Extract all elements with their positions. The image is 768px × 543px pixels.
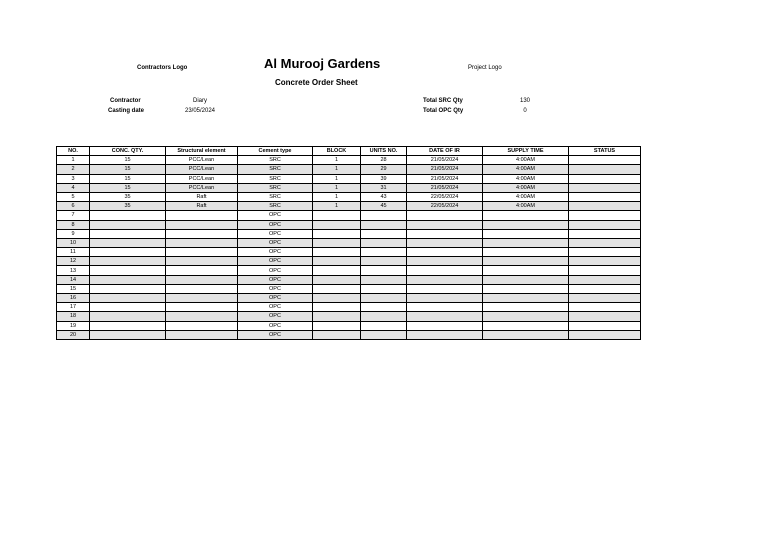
cell-structural-element[interactable] bbox=[166, 321, 238, 330]
cell-block[interactable] bbox=[313, 211, 361, 220]
cell-cement-type[interactable]: SRC bbox=[238, 174, 313, 183]
cell-no[interactable]: 16 bbox=[57, 294, 90, 303]
cell-cement-type[interactable]: OPC bbox=[238, 248, 313, 257]
cell-status[interactable] bbox=[569, 275, 641, 284]
table-row bbox=[57, 156, 641, 165]
cell-structural-element[interactable] bbox=[166, 238, 238, 247]
cell-supply-time[interactable] bbox=[483, 294, 569, 303]
cell-cement-type[interactable]: OPC bbox=[238, 284, 313, 293]
cell-block[interactable] bbox=[313, 321, 361, 330]
cell-conc-qty[interactable]: 15 bbox=[90, 183, 166, 192]
cell-structural-element[interactable] bbox=[166, 330, 238, 339]
cell-status[interactable] bbox=[569, 238, 641, 247]
cell-no[interactable]: 4 bbox=[57, 183, 90, 192]
cell-status[interactable] bbox=[569, 312, 641, 321]
cell-no[interactable]: 9 bbox=[57, 229, 90, 238]
cell-status[interactable] bbox=[569, 321, 641, 330]
cell-structural-element[interactable]: PCC/Lean bbox=[166, 174, 238, 183]
table-row bbox=[57, 238, 641, 247]
cell-supply-time[interactable] bbox=[483, 248, 569, 257]
cell-date-of-ir[interactable]: 21/05/2024 bbox=[407, 183, 483, 192]
cell-status[interactable] bbox=[569, 202, 641, 211]
cell-structural-element[interactable] bbox=[166, 248, 238, 257]
cell-conc-qty[interactable]: 15 bbox=[90, 174, 166, 183]
cell-block[interactable] bbox=[313, 248, 361, 257]
cell-conc-qty[interactable] bbox=[90, 294, 166, 303]
cell-status[interactable] bbox=[569, 284, 641, 293]
cell-structural-element[interactable] bbox=[166, 266, 238, 275]
cell-cement-type[interactable]: OPC bbox=[238, 220, 313, 229]
cell-date-of-ir[interactable] bbox=[407, 248, 483, 257]
table-header-row bbox=[57, 147, 641, 156]
cell-date-of-ir[interactable] bbox=[407, 284, 483, 293]
page-subtitle: Concrete Order Sheet bbox=[275, 78, 358, 87]
cell-cement-type[interactable]: SRC bbox=[238, 183, 313, 192]
cell-units-no[interactable] bbox=[361, 238, 407, 247]
cell-units-no[interactable] bbox=[361, 303, 407, 312]
cell-date-of-ir[interactable] bbox=[407, 257, 483, 266]
cell-no[interactable]: 8 bbox=[57, 220, 90, 229]
cell-block[interactable] bbox=[313, 229, 361, 238]
cell-block[interactable] bbox=[313, 330, 361, 339]
cell-supply-time[interactable]: 4:00AM bbox=[483, 202, 569, 211]
cell-supply-time[interactable] bbox=[483, 257, 569, 266]
cell-structural-element[interactable] bbox=[166, 312, 238, 321]
cell-block[interactable] bbox=[313, 266, 361, 275]
cell-cement-type[interactable]: OPC bbox=[238, 321, 313, 330]
cell-supply-time[interactable]: 4:00AM bbox=[483, 183, 569, 192]
cell-block[interactable]: 1 bbox=[313, 192, 361, 201]
cell-block[interactable] bbox=[313, 294, 361, 303]
cell-date-of-ir[interactable] bbox=[407, 294, 483, 303]
table-row bbox=[57, 312, 641, 321]
cell-no[interactable]: 13 bbox=[57, 266, 90, 275]
table-row bbox=[57, 192, 641, 201]
cell-cement-type[interactable]: OPC bbox=[238, 238, 313, 247]
table-row bbox=[57, 294, 641, 303]
cell-no[interactable]: 3 bbox=[57, 174, 90, 183]
cell-status[interactable] bbox=[569, 165, 641, 174]
cell-conc-qty[interactable] bbox=[90, 312, 166, 321]
cell-no[interactable]: 17 bbox=[57, 303, 90, 312]
cell-conc-qty[interactable] bbox=[90, 238, 166, 247]
table-row bbox=[57, 211, 641, 220]
cell-date-of-ir[interactable] bbox=[407, 220, 483, 229]
table-row bbox=[57, 174, 641, 183]
cell-structural-element[interactable] bbox=[166, 229, 238, 238]
cell-supply-time[interactable] bbox=[483, 321, 569, 330]
cell-conc-qty[interactable] bbox=[90, 229, 166, 238]
cell-status[interactable] bbox=[569, 257, 641, 266]
cell-status[interactable] bbox=[569, 248, 641, 257]
cell-structural-element[interactable] bbox=[166, 303, 238, 312]
cell-supply-time[interactable] bbox=[483, 303, 569, 312]
cell-no[interactable]: 18 bbox=[57, 312, 90, 321]
cell-units-no[interactable]: 29 bbox=[361, 165, 407, 174]
cell-conc-qty[interactable]: 35 bbox=[90, 192, 166, 201]
cell-supply-time[interactable]: 4:00AM bbox=[483, 174, 569, 183]
cell-structural-element[interactable]: PCC/Lean bbox=[166, 156, 238, 165]
cell-no[interactable]: 1 bbox=[57, 156, 90, 165]
casting-date-value: 23/05/2024 bbox=[184, 108, 216, 114]
cell-status[interactable] bbox=[569, 192, 641, 201]
cell-block[interactable] bbox=[313, 303, 361, 312]
cell-units-no[interactable] bbox=[361, 312, 407, 321]
cell-conc-qty[interactable] bbox=[90, 284, 166, 293]
cell-no[interactable]: 10 bbox=[57, 238, 90, 247]
col-header-block: BLOCK bbox=[313, 147, 361, 156]
cell-units-no[interactable]: 43 bbox=[361, 192, 407, 201]
cell-block[interactable] bbox=[313, 257, 361, 266]
cell-conc-qty[interactable] bbox=[90, 330, 166, 339]
total-opc-value: 0 bbox=[523, 108, 527, 114]
table-row bbox=[57, 220, 641, 229]
cell-cement-type[interactable]: OPC bbox=[238, 211, 313, 220]
col-header-supply-time: SUPPLY TIME bbox=[483, 147, 569, 156]
cell-cement-type[interactable]: OPC bbox=[238, 229, 313, 238]
cell-no[interactable]: 11 bbox=[57, 248, 90, 257]
cell-cement-type[interactable]: SRC bbox=[238, 156, 313, 165]
cell-status[interactable] bbox=[569, 229, 641, 238]
cell-supply-time[interactable] bbox=[483, 275, 569, 284]
cell-date-of-ir[interactable] bbox=[407, 229, 483, 238]
cell-date-of-ir[interactable] bbox=[407, 238, 483, 247]
cell-supply-time[interactable]: 4:00AM bbox=[483, 165, 569, 174]
contractor-logo-placeholder: Contractors Logo bbox=[137, 65, 188, 71]
cell-block[interactable] bbox=[313, 284, 361, 293]
cell-conc-qty[interactable] bbox=[90, 220, 166, 229]
cell-no[interactable]: 20 bbox=[57, 330, 90, 339]
cell-structural-element[interactable]: Raft bbox=[166, 202, 238, 211]
cell-block[interactable]: 1 bbox=[313, 183, 361, 192]
cell-conc-qty[interactable] bbox=[90, 248, 166, 257]
cell-units-no[interactable] bbox=[361, 220, 407, 229]
cell-date-of-ir[interactable] bbox=[407, 312, 483, 321]
cell-block[interactable] bbox=[313, 275, 361, 284]
cell-conc-qty[interactable]: 15 bbox=[90, 156, 166, 165]
cell-block[interactable] bbox=[313, 238, 361, 247]
cell-date-of-ir[interactable]: 22/05/2024 bbox=[407, 202, 483, 211]
cell-no[interactable]: 15 bbox=[57, 284, 90, 293]
table-row bbox=[57, 257, 641, 266]
cell-cement-type[interactable]: OPC bbox=[238, 312, 313, 321]
cell-supply-time[interactable] bbox=[483, 312, 569, 321]
cell-supply-time[interactable] bbox=[483, 284, 569, 293]
cell-cement-type[interactable]: OPC bbox=[238, 266, 313, 275]
cell-conc-qty[interactable] bbox=[90, 303, 166, 312]
cell-units-no[interactable]: 31 bbox=[361, 183, 407, 192]
cell-cement-type[interactable]: OPC bbox=[238, 294, 313, 303]
cell-no[interactable]: 14 bbox=[57, 275, 90, 284]
cell-status[interactable] bbox=[569, 294, 641, 303]
cell-supply-time[interactable]: 4:00AM bbox=[483, 156, 569, 165]
contractor-value: Diary bbox=[192, 98, 207, 104]
cell-block[interactable] bbox=[313, 312, 361, 321]
cell-no[interactable]: 6 bbox=[57, 202, 90, 211]
cell-cement-type[interactable]: OPC bbox=[238, 257, 313, 266]
table-row bbox=[57, 248, 641, 257]
cell-conc-qty[interactable] bbox=[90, 257, 166, 266]
cell-units-no[interactable] bbox=[361, 321, 407, 330]
table-row bbox=[57, 275, 641, 284]
cell-no[interactable]: 12 bbox=[57, 257, 90, 266]
cell-status[interactable] bbox=[569, 174, 641, 183]
cell-structural-element[interactable]: Raft bbox=[166, 192, 238, 201]
cell-units-no[interactable] bbox=[361, 330, 407, 339]
cell-status[interactable] bbox=[569, 183, 641, 192]
cell-cement-type[interactable]: SRC bbox=[238, 202, 313, 211]
cell-units-no[interactable] bbox=[361, 257, 407, 266]
cell-date-of-ir[interactable] bbox=[407, 266, 483, 275]
cell-date-of-ir[interactable] bbox=[407, 275, 483, 284]
contractor-label: Contractor bbox=[110, 98, 141, 104]
cell-date-of-ir[interactable]: 21/05/2024 bbox=[407, 165, 483, 174]
cell-block[interactable]: 1 bbox=[313, 165, 361, 174]
total-src-value: 130 bbox=[519, 98, 530, 104]
cell-conc-qty[interactable] bbox=[90, 266, 166, 275]
table-row bbox=[57, 303, 641, 312]
cell-units-no[interactable] bbox=[361, 266, 407, 275]
col-header-units-no: UNITS NO. bbox=[361, 147, 407, 156]
cell-units-no[interactable]: 45 bbox=[361, 202, 407, 211]
cell-units-no[interactable]: 39 bbox=[361, 174, 407, 183]
col-header-conc-qty: CONC. QTY. bbox=[90, 147, 166, 156]
cell-supply-time[interactable] bbox=[483, 229, 569, 238]
total-src-label: Total SRC Qty bbox=[423, 98, 463, 104]
table-row bbox=[57, 284, 641, 293]
cell-structural-element[interactable] bbox=[166, 257, 238, 266]
cell-supply-time[interactable] bbox=[483, 220, 569, 229]
page-title: Al Murooj Gardens bbox=[264, 56, 381, 71]
cell-date-of-ir[interactable]: 21/05/2024 bbox=[407, 174, 483, 183]
cell-supply-time[interactable]: 4:00AM bbox=[483, 192, 569, 201]
cell-structural-element[interactable]: PCC/Lean bbox=[166, 183, 238, 192]
cell-structural-element[interactable] bbox=[166, 211, 238, 220]
cell-status[interactable] bbox=[569, 156, 641, 165]
cell-cement-type[interactable]: OPC bbox=[238, 275, 313, 284]
cell-date-of-ir[interactable] bbox=[407, 330, 483, 339]
cell-units-no[interactable] bbox=[361, 211, 407, 220]
cell-status[interactable] bbox=[569, 266, 641, 275]
cell-status[interactable] bbox=[569, 330, 641, 339]
cell-structural-element[interactable] bbox=[166, 294, 238, 303]
cell-status[interactable] bbox=[569, 220, 641, 229]
cell-cement-type[interactable]: SRC bbox=[238, 192, 313, 201]
cell-cement-type[interactable]: SRC bbox=[238, 165, 313, 174]
table-row bbox=[57, 165, 641, 174]
project-logo-placeholder: Project Logo bbox=[468, 65, 502, 71]
cell-conc-qty[interactable]: 35 bbox=[90, 202, 166, 211]
table-row bbox=[57, 229, 641, 238]
col-header-no: NO. bbox=[57, 147, 90, 156]
cell-supply-time[interactable] bbox=[483, 238, 569, 247]
table-row bbox=[57, 321, 641, 330]
table-row bbox=[57, 202, 641, 211]
cell-conc-qty[interactable]: 15 bbox=[90, 165, 166, 174]
cell-structural-element[interactable]: PCC/Lean bbox=[166, 165, 238, 174]
cell-block[interactable] bbox=[313, 220, 361, 229]
cell-units-no[interactable] bbox=[361, 294, 407, 303]
concrete-order-table bbox=[56, 146, 641, 340]
cell-units-no[interactable] bbox=[361, 275, 407, 284]
casting-date-label: Casting date bbox=[108, 108, 145, 114]
cell-units-no[interactable] bbox=[361, 284, 407, 293]
cell-no[interactable]: 2 bbox=[57, 165, 90, 174]
cell-structural-element[interactable] bbox=[166, 220, 238, 229]
table-row bbox=[57, 330, 641, 339]
cell-units-no[interactable] bbox=[361, 248, 407, 257]
cell-units-no[interactable]: 28 bbox=[361, 156, 407, 165]
cell-structural-element[interactable] bbox=[166, 275, 238, 284]
col-header-date-of-ir: DATE OF IR bbox=[407, 147, 483, 156]
cell-cement-type[interactable]: OPC bbox=[238, 303, 313, 312]
cell-block[interactable]: 1 bbox=[313, 156, 361, 165]
cell-conc-qty[interactable] bbox=[90, 211, 166, 220]
cell-status[interactable] bbox=[569, 303, 641, 312]
cell-supply-time[interactable] bbox=[483, 211, 569, 220]
cell-conc-qty[interactable] bbox=[90, 275, 166, 284]
col-header-structural-element: Structural element bbox=[166, 147, 238, 156]
cell-status[interactable] bbox=[569, 211, 641, 220]
cell-supply-time[interactable] bbox=[483, 266, 569, 275]
cell-units-no[interactable] bbox=[361, 229, 407, 238]
cell-no[interactable]: 19 bbox=[57, 321, 90, 330]
table-row bbox=[57, 266, 641, 275]
table-row bbox=[57, 183, 641, 192]
total-opc-label: Total OPC Qty bbox=[423, 108, 464, 114]
cell-supply-time[interactable] bbox=[483, 330, 569, 339]
col-header-cement-type: Cement type bbox=[238, 147, 313, 156]
cell-no[interactable]: 5 bbox=[57, 192, 90, 201]
cell-structural-element[interactable] bbox=[166, 284, 238, 293]
cell-date-of-ir[interactable]: 21/05/2024 bbox=[407, 156, 483, 165]
cell-no[interactable]: 7 bbox=[57, 211, 90, 220]
cell-block[interactable]: 1 bbox=[313, 202, 361, 211]
col-header-status: STATUS bbox=[569, 147, 641, 156]
cell-conc-qty[interactable] bbox=[90, 321, 166, 330]
cell-date-of-ir[interactable] bbox=[407, 321, 483, 330]
cell-date-of-ir[interactable]: 22/05/2024 bbox=[407, 192, 483, 201]
cell-cement-type[interactable]: OPC bbox=[238, 330, 313, 339]
cell-date-of-ir[interactable] bbox=[407, 303, 483, 312]
cell-block[interactable]: 1 bbox=[313, 174, 361, 183]
cell-date-of-ir[interactable] bbox=[407, 211, 483, 220]
